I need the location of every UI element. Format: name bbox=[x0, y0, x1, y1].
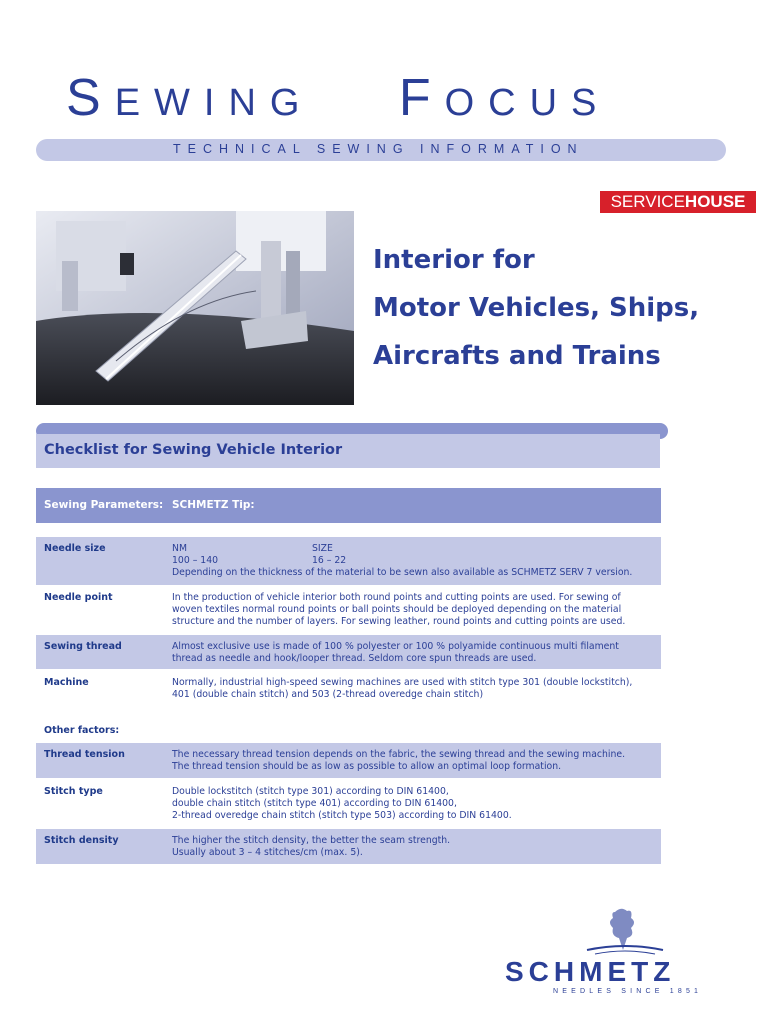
size-label: SIZE bbox=[312, 543, 333, 554]
servicehouse-badge bbox=[600, 191, 756, 213]
needles-since-tagline: NEEDLES SINCE 1851 bbox=[553, 988, 703, 995]
row-text bbox=[172, 677, 658, 701]
row-line: thread as needle and hook/looper thread. Seldom core spun threads are used. bbox=[172, 653, 537, 664]
table-row-stitch-type bbox=[36, 780, 661, 828]
row-line: The thread tension should be as low as possible to allow an optimal loop formation. bbox=[172, 761, 562, 772]
sewing-focus-title bbox=[66, 69, 611, 127]
row-label: Needle size bbox=[44, 543, 106, 554]
row-line: The higher the stitch density, the better the seam strength. bbox=[172, 835, 451, 846]
nm-value: 100 – 140 bbox=[172, 555, 219, 566]
row-line: 401 (double chain stitch) and 503 (2-thread overedge chain stitch) bbox=[172, 689, 484, 700]
row-text bbox=[172, 749, 658, 773]
row-text bbox=[172, 641, 658, 665]
schmetz-wordmark: SCHMETZ bbox=[505, 956, 676, 987]
nm-label: NM bbox=[172, 543, 187, 554]
headline-line-1: Interior for bbox=[373, 245, 535, 275]
title-word-ocus: OCUS bbox=[444, 82, 611, 124]
row-line: In the production of vehicle interior both round points and cutting points are used. For sewing of bbox=[172, 592, 621, 603]
table-header bbox=[36, 488, 661, 523]
header-schmetz-tip: SCHMETZ Tip: bbox=[172, 499, 255, 511]
table-row-sewing-thread bbox=[36, 635, 661, 669]
row-label: Machine bbox=[44, 677, 89, 688]
title-word-ewing: EWING bbox=[114, 82, 314, 124]
row-line: Almost exclusive use is made of 100 % polyester or 100 % polyamide continuous multi filament bbox=[172, 641, 619, 652]
title-initial-s: S bbox=[66, 69, 115, 127]
headline-line-2: Motor Vehicles, Ships, bbox=[373, 293, 700, 323]
table-row-machine bbox=[36, 671, 661, 705]
row-line: double chain stitch (stitch type 401) according to DIN 61400, bbox=[172, 798, 457, 809]
table-row-needle-size bbox=[36, 537, 661, 585]
row-label: Sewing thread bbox=[44, 641, 122, 652]
row-line: Usually about 3 – 4 stitches/cm (max. 5). bbox=[172, 847, 363, 858]
row-text bbox=[172, 592, 658, 628]
row-line: woven textiles normal round points or ball points should be deployed depending on the material bbox=[172, 604, 622, 615]
row-line: Normally, industrial high-speed sewing machines are used with stitch type 301 (double lockstitch), bbox=[172, 677, 633, 688]
row-label: Stitch type bbox=[44, 786, 103, 797]
row-text bbox=[172, 543, 658, 579]
headline-line-3: Aircrafts and Trains bbox=[373, 341, 661, 371]
size-value: 16 – 22 bbox=[312, 555, 347, 566]
table-row-needle-point bbox=[36, 586, 661, 634]
row-line: The necessary thread tension depends on the fabric, the sewing thread and the sewing machine. bbox=[172, 749, 626, 760]
badge-service: SERVICE bbox=[610, 192, 685, 211]
sewing-machine-photo bbox=[36, 211, 354, 405]
headline bbox=[373, 236, 699, 380]
nm-size-header bbox=[172, 543, 658, 555]
other-factors-label: Other factors: bbox=[44, 725, 120, 736]
header-sewing-parameters: Sewing Parameters: bbox=[44, 499, 164, 511]
row-label: Stitch density bbox=[44, 835, 119, 846]
subtitle: TECHNICAL SEWING INFORMATION bbox=[173, 142, 584, 156]
nm-size-values bbox=[172, 555, 658, 567]
checklist-title: Checklist for Sewing Vehicle Interior bbox=[44, 442, 343, 458]
row-label: Thread tension bbox=[44, 749, 125, 760]
table-row-stitch-density bbox=[36, 829, 661, 864]
row-line: structure and the number of layers. For sewing leather, round points and cutting points are used. bbox=[172, 616, 626, 627]
needle-size-note: Depending on the thickness of the material to be sewn also available as SCHMETZ SERV 7 version. bbox=[172, 567, 633, 578]
badge-house: HOUSE bbox=[684, 192, 746, 211]
row-line: Double lockstitch (stitch type 301) according to DIN 61400, bbox=[172, 786, 449, 797]
row-line: 2-thread overedge chain stitch (stitch type 503) according to DIN 61400. bbox=[172, 810, 512, 821]
title-initial-f: F bbox=[398, 69, 445, 127]
row-text bbox=[172, 835, 658, 859]
schmetz-lion-logo-icon bbox=[585, 906, 665, 958]
row-label: Needle point bbox=[44, 592, 113, 603]
table-row-thread-tension bbox=[36, 743, 661, 778]
row-text bbox=[172, 786, 658, 822]
